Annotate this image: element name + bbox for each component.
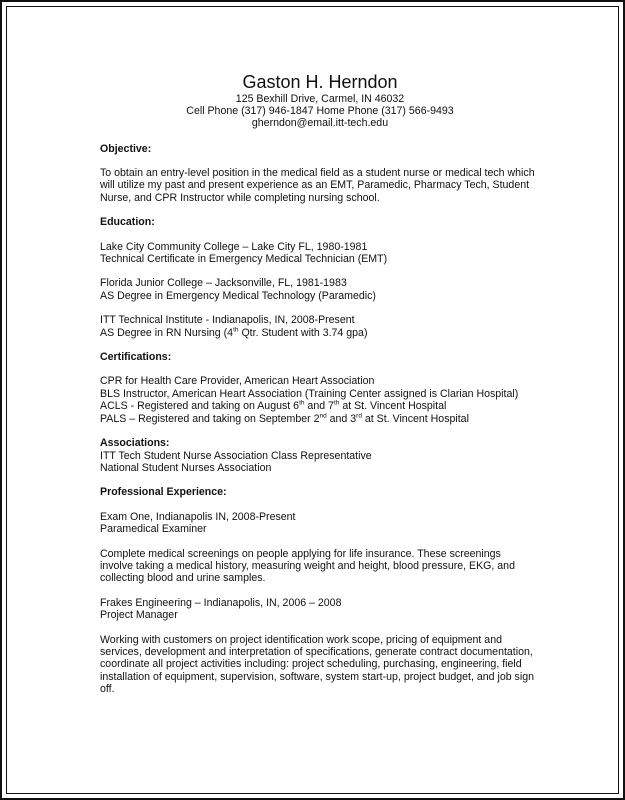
job-title: Paramedical Examiner (100, 523, 207, 536)
job-employer: Exam One, Indianapolis IN, 2008-Present (100, 510, 296, 523)
job-description-line: involve taking a medical history, measuring weight and height, blood pressure, EKG, and (100, 559, 515, 572)
job-description-line: coordinate all project activities including: project scheduling, purchasing, engineering, field (100, 658, 522, 671)
ordinal-suffix: nd (319, 412, 327, 420)
education-entry (100, 241, 550, 266)
education-school: Lake City Community College – Lake City FL, 1980-1981 (100, 240, 368, 253)
cert-text: and 7 (304, 400, 334, 413)
job-description-line: off. (100, 683, 115, 696)
certification-item (100, 413, 550, 425)
detail-text: AS Degree in RN Nursing (4 (100, 326, 234, 339)
education-entry (100, 314, 550, 339)
education-entry (100, 277, 550, 302)
certifications-list (100, 375, 550, 425)
resume-document (100, 72, 550, 696)
education-school: ITT Technical Institute - Indianapolis, IN, 2008-Present (100, 314, 355, 327)
associations-list (100, 450, 550, 475)
cert-text: and 3 (326, 412, 357, 425)
cert-text: at St. Vincent Hospital (361, 412, 469, 425)
ordinal-suffix: rd (356, 412, 362, 420)
job-entry (100, 597, 550, 622)
phone-line: Cell Phone (317) 946-1847 Home Phone (317) 566-9493 (186, 105, 454, 118)
job-employer: Frakes Engineering – Indianapolis, IN, 2006 – 2008 (100, 596, 342, 609)
associations-heading: Associations: (100, 437, 170, 450)
education-detail: Technical Certificate in Emergency Medical Technician (EMT) (100, 253, 388, 266)
certifications-heading: Certifications: (100, 351, 172, 364)
education-detail (100, 327, 550, 339)
objective-text (100, 167, 550, 204)
detail-text: Qtr. Student with 3.74 gpa) (238, 326, 368, 339)
education-school: Florida Junior College – Jacksonville, FL, 1981-1983 (100, 277, 347, 290)
cert-text: PALS – Registered and taking on September 2 (100, 412, 320, 425)
experience-heading: Professional Experience: (100, 486, 227, 499)
email-line: gherndon@email.itt-tech.edu (251, 117, 389, 130)
job-description-line: Working with customers on project identification work scope, pricing of equipment and (100, 633, 502, 646)
certification-item: CPR for Health Care Provider, American Heart Association (100, 375, 375, 388)
job-title: Project Manager (100, 609, 178, 622)
ordinal-suffix: th (333, 399, 340, 407)
association-item: ITT Tech Student Nurse Association Class Representative (100, 449, 372, 462)
job-description-line: Complete medical screenings on people applying for life insurance. These screenings (100, 547, 501, 560)
cert-text: ACLS - Registered and taking on August 6 (100, 400, 300, 413)
job-description-line: collecting blood and urine samples. (100, 572, 266, 585)
objective-line: will utilize my past and present experience as an EMT, Paramedic, Pharmacy Tech, Student (100, 179, 530, 192)
job-description (100, 548, 550, 585)
job-description-line: installation of equipment, supervision, software, system start-up, project budget, and job sign (100, 670, 534, 683)
education-detail: AS Degree in Emergency Medical Technology (Paramedic) (100, 289, 376, 302)
address-line: 125 Bexhill Drive, Carmel, IN 46032 (235, 93, 405, 105)
resume-header (100, 72, 540, 130)
job-description (100, 634, 550, 696)
objective-line: To obtain an entry-level position in the medical field as a student nurse or medical tech which (100, 167, 535, 180)
education-heading: Education: (100, 216, 155, 229)
ordinal-suffix: th (299, 399, 305, 407)
association-item: National Student Nurses Association (100, 461, 272, 474)
objective-heading: Objective: (100, 142, 152, 155)
candidate-name: Gaston H. Herndon (242, 72, 398, 92)
certification-item: BLS Instructor, American Heart Association (Training Center assigned is Clarian Hospital) (100, 387, 519, 400)
job-description-line: services, development and interpretation of specifications, generate contract documentation, (100, 645, 533, 658)
cert-text: at St. Vincent Hospital (339, 400, 447, 413)
job-entry (100, 511, 550, 536)
objective-line: Nurse, and CPR Instructor while completing nursing school. (100, 191, 380, 204)
ordinal-suffix: th (233, 326, 239, 334)
certification-item (100, 400, 550, 412)
